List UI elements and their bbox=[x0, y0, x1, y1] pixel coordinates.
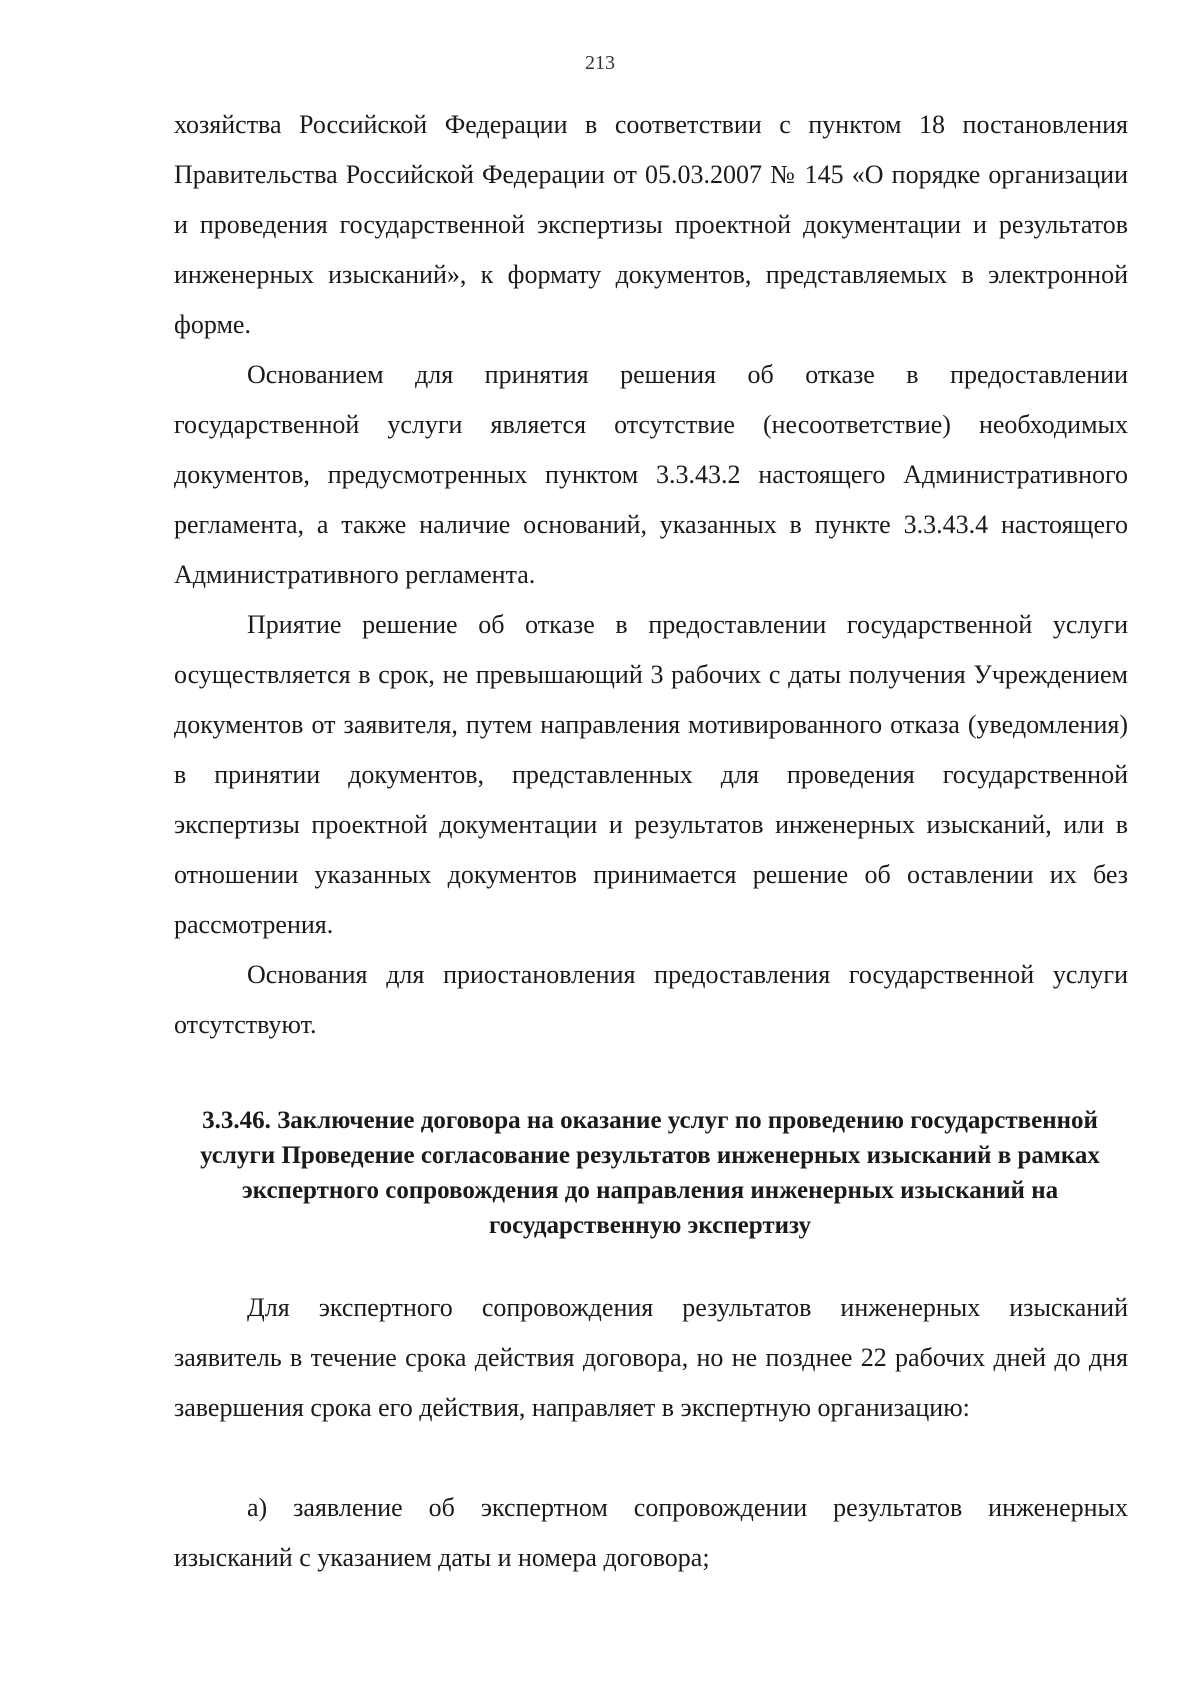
paragraph-suspension-grounds: Основания для приостановления предоставления государственной услуги отсутствуют. bbox=[174, 960, 1128, 1039]
page-number: 213 bbox=[585, 52, 615, 74]
paragraph-refusal-grounds: Основанием для принятия решения об отказе в предоставлении государственной услуги является отсутствие (несоответствие) необходимых документов, предусмотренных пунктом 3.3.43.2 настоящего Административного регламента, а также наличие оснований, указанных в пункте 3.3.43.4 настоящего Административного регламента. bbox=[174, 360, 1128, 589]
list-item-a: а) заявление об экспертном сопровождении результатов инженерных изысканий с указанием даты и номера договора; bbox=[174, 1493, 1128, 1572]
section-heading-3-3-46: 3.3.46. Заключение договора на оказание услуг по проведению государственной услуги Проведение согласование результатов инженерных изысканий в рамках экспертного сопровождения до направления инженерных изысканий на государственную экспертизу bbox=[200, 1107, 1100, 1239]
paragraph-expert-support: Для экспертного сопровождения результатов инженерных изысканий заявитель в течение срока действия договора, но не позднее 22 рабочих дней до дня завершения срока его действия, направляет в экспертную организацию: bbox=[174, 1293, 1128, 1422]
paragraph-refusal-decision: Приятие решение об отказе в предоставлении государственной услуги осуществляется в срок, не превышающий 3 рабочих с даты получения Учреждением документов от заявителя, путем направления мотивированного отказа (уведомления) в принятии документов, представленных для проведения государственной экспертизы проектной документации и результатов инженерных изысканий, или в отношении указанных документов принимается решение об оставлении их без рассмотрения. bbox=[174, 610, 1128, 939]
paragraph-continuation: хозяйства Российской Федерации в соответствии с пунктом 18 постановления Правительства Российской Федерации от 05.03.2007 № 145 «О порядке организации и проведения государственной экспертизы проектной документации и результатов инженерных изысканий», к формату документов, представляемых в электронной форме. bbox=[174, 110, 1128, 339]
